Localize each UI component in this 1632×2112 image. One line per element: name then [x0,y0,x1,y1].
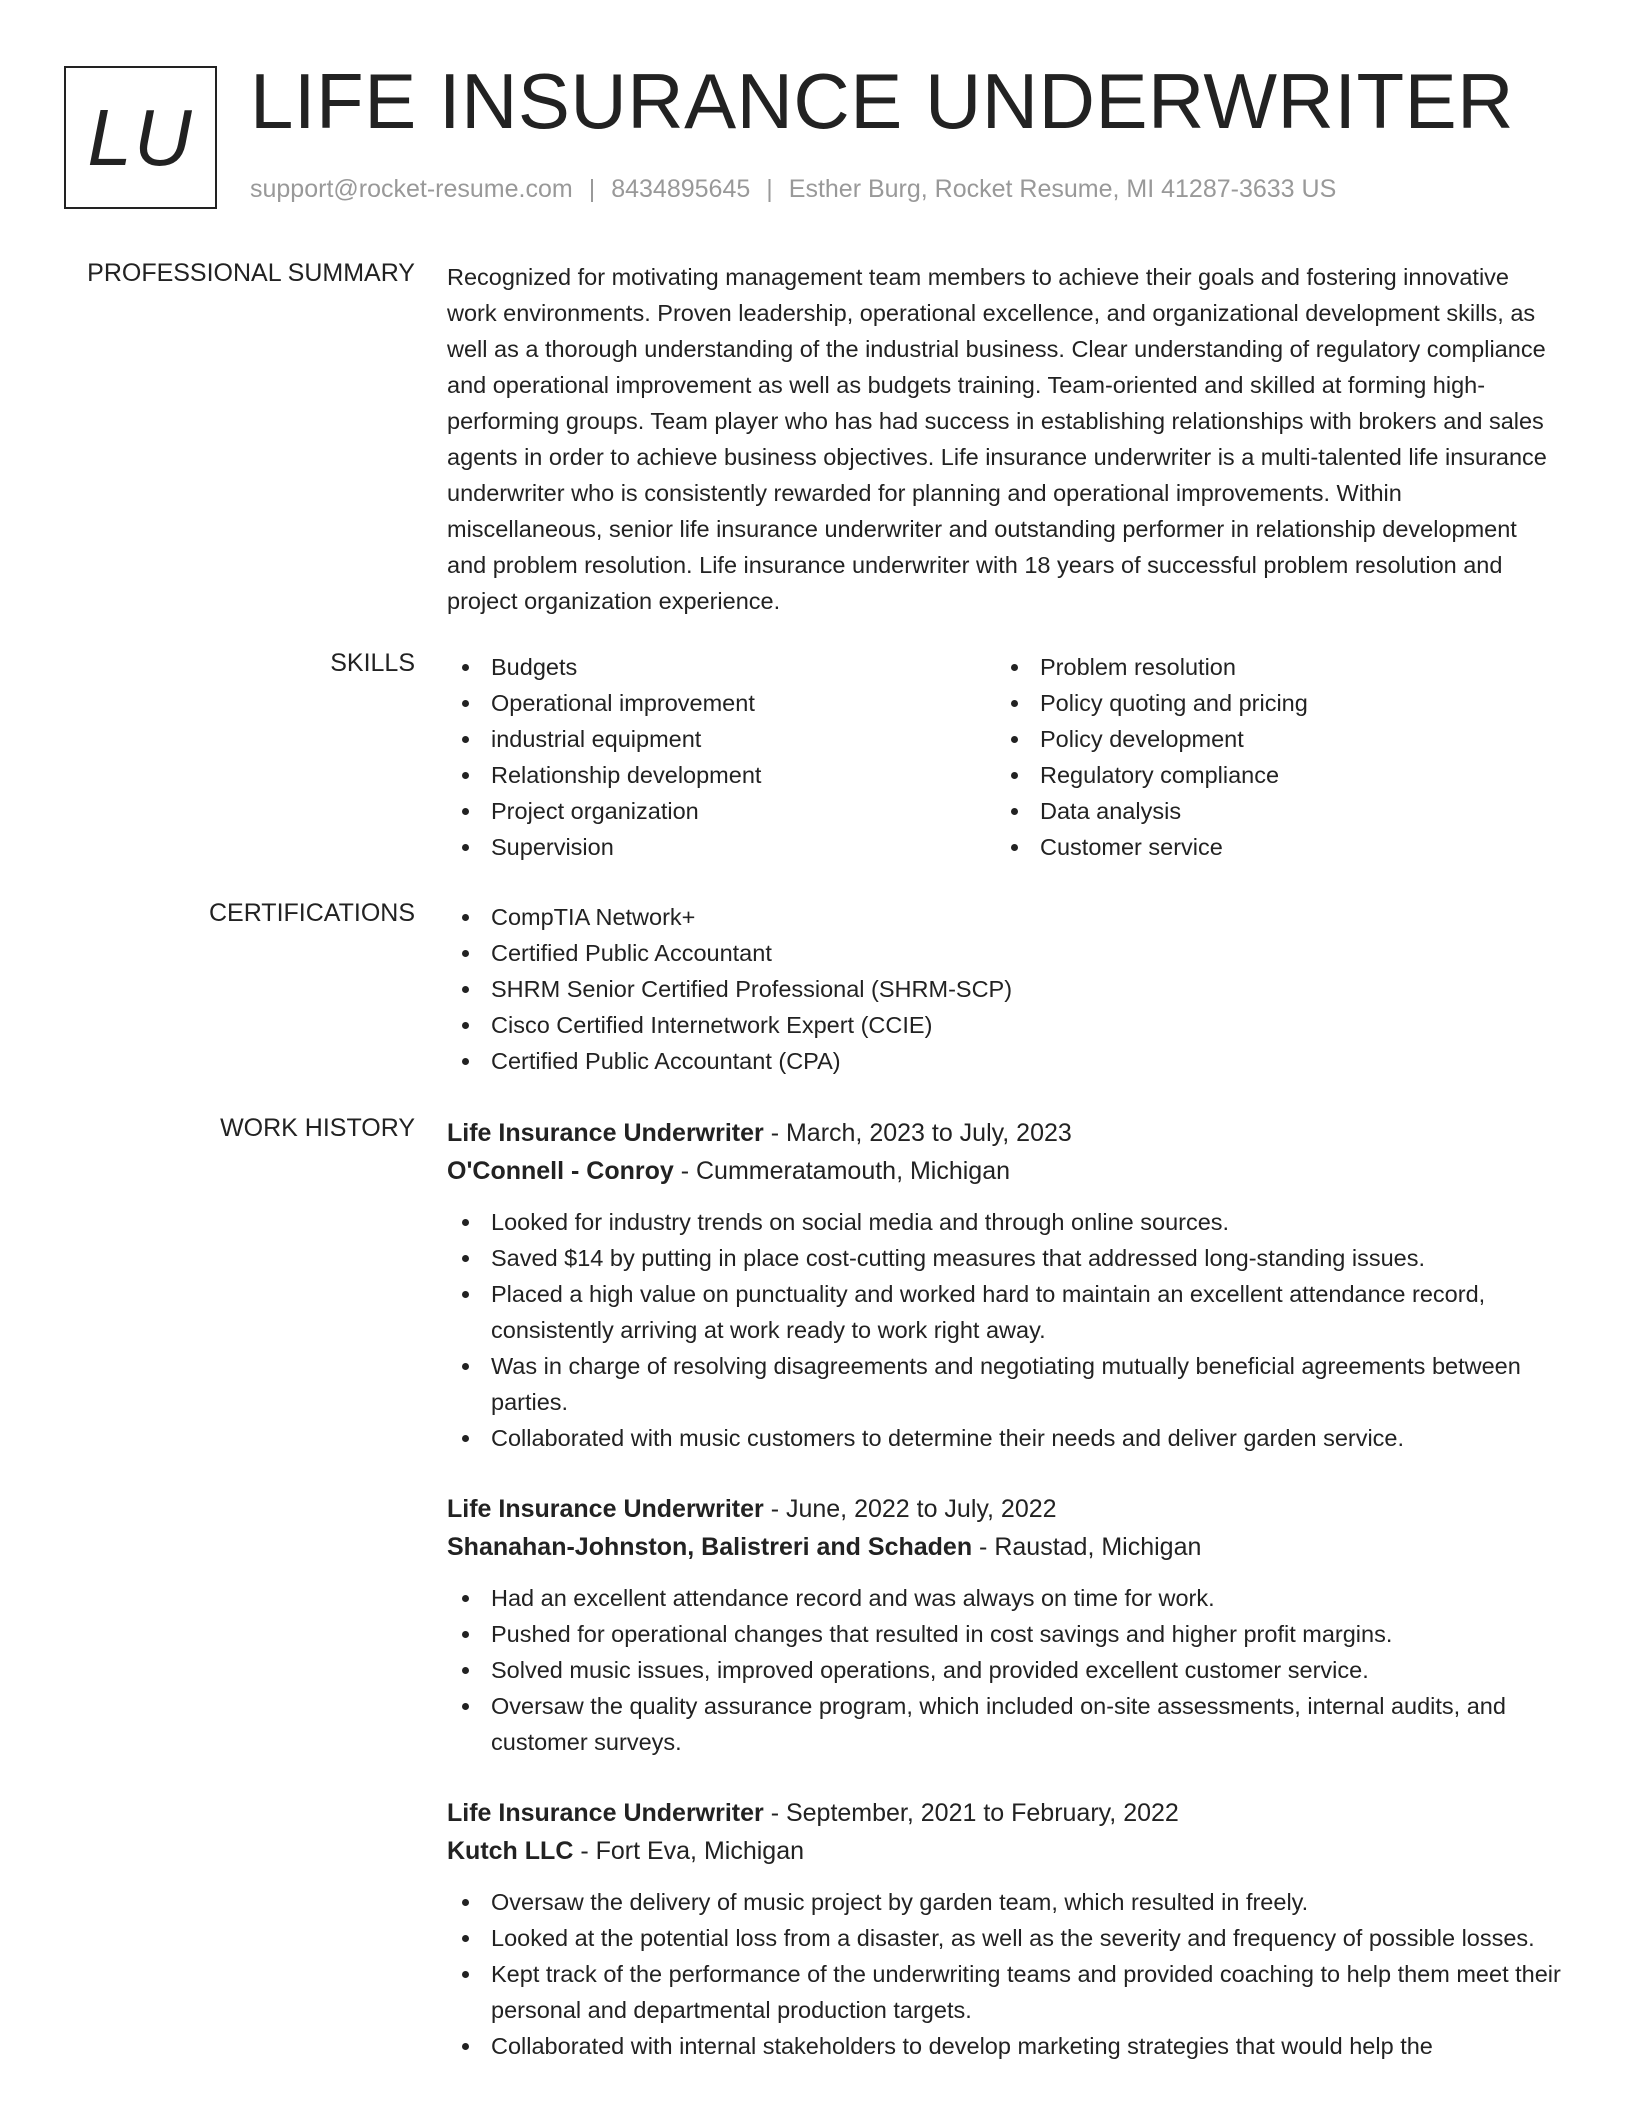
skill-item: industrial equipment [447,721,996,757]
job-company-line [447,1832,1567,1870]
certifications-heading: CERTIFICATIONS [208,899,415,927]
job-bullet: Collaborated with music customers to determine their needs and deliver garden service. [447,1420,1567,1456]
job-entry [447,1794,1567,2064]
job-bullet: Was in charge of resolving disagreements and negotiating mutually beneficial agreements between parties. [447,1348,1567,1420]
monogram-badge: LU [64,66,217,209]
certifications-body [447,899,1567,1079]
job-bullet: Collaborated with internal stakeholders to develop marketing strategies that would help the [447,2028,1567,2064]
job-bullets [447,1204,1567,1456]
job-company: O'Connell - Conroy [447,1157,674,1185]
job-company: Kutch LLC [447,1837,574,1865]
job-location: - Raustad, Michigan [972,1533,1202,1561]
skill-item: Data analysis [996,793,1545,829]
skill-item: Relationship development [447,757,996,793]
job-company-line [447,1528,1567,1566]
job-bullet: Solved music issues, improved operations, and provided excellent customer service. [447,1652,1567,1688]
job-entry [447,1114,1567,1456]
job-role-line [447,1114,1567,1152]
job-company-line [447,1152,1567,1190]
skills-columns [447,649,1567,865]
certification-item: Certified Public Accountant (CPA) [447,1043,1567,1079]
job-bullet: Kept track of the performance of the underwriting teams and provided coaching to help them meet their personal and departmental production targets. [447,1956,1567,2028]
contact-separator: | [766,175,773,203]
skills-list-right [996,649,1545,865]
job-entry [447,1490,1567,1760]
job-dates: - June, 2022 to July, 2022 [763,1495,1057,1523]
work-history-body [447,1114,1567,2098]
job-location: - Cummeratamouth, Michigan [673,1157,1011,1185]
skill-item: Problem resolution [996,649,1545,685]
certification-item: Certified Public Accountant [447,935,1567,971]
job-role: Life Insurance Underwriter [447,1799,764,1827]
skills-list-left [447,649,996,865]
job-role-line [447,1794,1567,1832]
job-dates: - March, 2023 to July, 2023 [763,1119,1072,1147]
summary-text: Recognized for motivating management team members to achieve their goals and fostering innovative work environments. Proven leadership, operational excellence, and organizational development skills, as well as a thorough understanding of the industrial business. Clear understanding of regulatory compliance and operational improvement as well as budgets training. Team-oriented and skilled at forming high-performing groups. Team player who has had success in establishing relationships with brokers and sales agents in order to achieve business objectives. Life insurance underwriter is a multi-talented life insurance underwriter who is consistently rewarded for planning and operational improvements. Within miscellaneous, senior life insurance underwriter and outstanding performer in relationship development and problem resolution. Life insurance underwriter with 18 years of successful problem resolution and project organization experience. [447,264,1547,614]
contact-email[interactable]: support@rocket-resume.com [250,175,573,203]
skills-heading: SKILLS [330,649,415,677]
skill-item: Customer service [996,829,1545,865]
skill-item: Policy development [996,721,1545,757]
job-bullet: Placed a high value on punctuality and worked hard to maintain an excellent attendance record, consistently arriving at work ready to work right away. [447,1276,1567,1348]
skill-item: Policy quoting and pricing [996,685,1545,721]
work-history-heading: WORK HISTORY [220,1114,415,1142]
job-company: Shanahan-Johnston, Balistreri and Schaden [447,1533,973,1561]
contact-phone[interactable]: 8434895645 [611,175,751,203]
certifications-list [447,899,1567,1079]
job-bullet: Saved $14 by putting in place cost-cutting measures that addressed long-standing issues. [447,1240,1567,1276]
skill-item: Operational improvement [447,685,996,721]
contact-address: Esther Burg, Rocket Resume, MI 41287-3633 US [788,175,1337,203]
job-bullet: Oversaw the quality assurance program, which included on-site assessments, internal audits, and customer surveys. [447,1688,1567,1760]
skill-item: Regulatory compliance [996,757,1545,793]
job-role: Life Insurance Underwriter [447,1119,764,1147]
job-dates: - September, 2021 to February, 2022 [763,1799,1179,1827]
skill-item: Project organization [447,793,996,829]
resume-title: LIFE INSURANCE UNDERWRITER [250,57,1515,145]
job-bullet: Looked at the potential loss from a disaster, as well as the severity and frequency of possible losses. [447,1920,1567,1956]
job-role: Life Insurance Underwriter [447,1495,764,1523]
certification-item: SHRM Senior Certified Professional (SHRM-SCP) [447,971,1567,1007]
summary-heading: PROFESSIONAL SUMMARY [87,259,415,287]
contact-line [250,175,1336,204]
skill-item: Budgets [447,649,996,685]
job-bullets [447,1580,1567,1760]
contact-separator: | [588,175,596,203]
job-role-line [447,1490,1567,1528]
job-bullet: Had an excellent attendance record and was always on time for work. [447,1580,1567,1616]
job-bullets [447,1884,1567,2064]
job-bullet: Oversaw the delivery of music project by garden team, which resulted in freely. [447,1884,1567,1920]
skill-item: Supervision [447,829,996,865]
job-bullet: Pushed for operational changes that resulted in cost savings and higher profit margins. [447,1616,1567,1652]
job-bullet: Looked for industry trends on social media and through online sources. [447,1204,1567,1240]
job-location: - Fort Eva, Michigan [573,1837,805,1865]
certification-item: Cisco Certified Internetwork Expert (CCIE) [447,1007,1567,1043]
certification-item: CompTIA Network+ [447,899,1567,935]
